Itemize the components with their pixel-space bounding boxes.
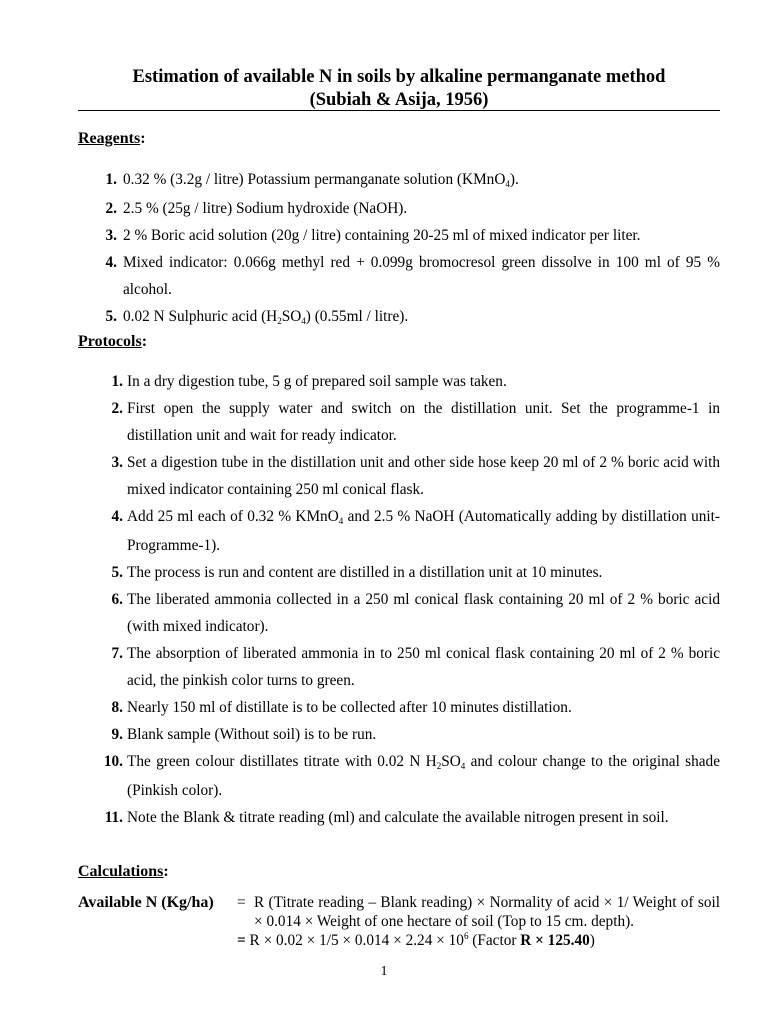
protocols-heading-text: Protocols [78,333,142,350]
list-item-text: 2.5 % (25g / litre) Sodium hydroxide (NaOH). [123,200,408,217]
list-item-text: 0.32 % (3.2g / litre) Potassium permanganate solution (KMnO [123,171,506,188]
list-item-number: 11. [104,809,123,826]
document-title [78,66,720,112]
subscript: 4 [338,516,344,526]
protocol-step [111,368,720,395]
list-item-text: 0.02 N Sulphuric acid (H [123,308,278,325]
page-number: 1 [380,964,388,979]
protocol-step [111,640,720,694]
reagents-heading: Reagents: [78,130,146,147]
reagent-item [105,222,720,249]
formula-line-2-part-c: ) [589,932,595,949]
list-item-number: 8. [111,699,123,716]
subscript: 2 [277,316,282,326]
list-item-number: 3. [111,454,123,471]
list-item-number: 6. [111,591,123,608]
title-line-2: (Subiah & Asija, 1956) [309,90,489,110]
list-item-number: 1. [111,373,123,390]
list-item-text: Blank sample (Without soil) is to be run. [127,726,377,743]
list-item-number: 3. [105,227,117,244]
protocols-list [103,368,720,831]
reagents-list [105,166,720,332]
title-underline [78,110,720,111]
protocol-step [103,748,720,804]
list-item-text: SO [441,753,461,770]
list-item-text: The absorption of liberated ammonia in to 250 ml conical flask containing 20 ml of 2 % boric acid, the pinkish color turns to green. [127,645,720,689]
list-item-text: First open the supply water and switch on the distillation unit. Set the programme-1 in distillation unit and wait for ready indicator. [127,400,720,444]
calculation-label: Available N (Kg/ha) [78,894,214,911]
list-item-text: The process is run and content are distilled in a distillation unit at 10 minutes. [127,564,603,581]
protocol-step [111,559,720,586]
list-item-number: 2. [111,400,123,417]
formula-factor: R × 125.40 [520,932,590,949]
calculation-equals-2: = [237,932,246,949]
calculation-formula-line-2 [237,931,595,952]
subscript: 2 [436,761,442,771]
protocol-step [111,395,720,449]
protocol-step [104,804,720,831]
reagent-item [105,166,720,195]
reagent-item [105,195,720,222]
list-item-number: 5. [111,564,123,581]
list-item-number: 4. [111,508,123,525]
formula-line-2-part-a: R × 0.02 × 1/5 × 0.014 × 2.24 × 10 [245,932,464,949]
list-item-text: and 2.5 % NaOH (Automatically adding by distillation unit-Programme-1). [127,508,720,554]
subscript: 4 [301,316,306,326]
list-item-text: Mixed indicator: 0.066g methyl red + 0.099g bromocresol green dissolve in 100 ml of 95 % alcohol. [123,254,720,298]
list-item-text: The green colour distillates titrate with 0.02 N H [127,753,437,770]
list-item-number: 2. [105,200,117,217]
reagent-item [105,249,720,303]
reagents-heading-text: Reagents [78,130,141,147]
list-item-text: Add 25 ml each of 0.32 % KMnO [127,508,339,525]
list-item-text: and colour change to the original shade (Pinkish color). [127,753,720,799]
list-item-text: 2 % Boric acid solution (20g / litre) containing 20-25 ml of mixed indicator per liter. [123,227,641,244]
list-item-number: 5. [105,308,117,325]
calculations-heading-text: Calculations [78,863,164,880]
list-item-text: ). [509,171,519,188]
protocol-step [111,503,720,559]
list-item-number: 7. [111,645,123,662]
list-item-text: In a dry digestion tube, 5 g of prepared soil sample was taken. [127,373,507,390]
list-item-number: 1. [105,171,117,188]
list-item-text: The liberated ammonia collected in a 250 ml conical flask containing 20 ml of 2 % boric acid (with mixed indicator). [127,591,720,635]
formula-exponent: 6 [463,931,469,941]
protocol-step [111,449,720,503]
protocol-step [111,721,720,748]
subscript: 4 [460,761,466,771]
reagent-item [105,303,720,332]
formula-line-2-part-b: (Factor [468,932,521,949]
protocol-step [111,694,720,721]
list-item-text: ) (0.55ml / litre). [305,308,409,325]
list-item-number: 10. [103,753,123,770]
calculation-equals-1: = [237,894,246,911]
calculations-heading: Calculations: [78,863,169,880]
list-item-text: Note the Blank & titrate reading (ml) and calculate the available nitrogen present in soil. [127,809,669,826]
list-item-number: 9. [111,726,123,743]
subscript: 4 [505,179,510,189]
list-item-text: Nearly 150 ml of distillate is to be collected after 10 minutes distillation. [127,699,572,716]
calculation-formula-line-1: R (Titrate reading – Blank reading) × Normality of acid × 1/ Weight of soil × 0.014 × Weight of one hectare of soil (Top to 15 cm. depth). [254,894,720,930]
protocols-heading: Protocols: [78,333,148,350]
protocol-step [111,586,720,640]
title-line-1: Estimation of available N in soils by alkaline permanganate method [132,67,666,87]
list-item-text: Set a digestion tube in the distillation unit and other side hose keep 20 ml of 2 % boric acid with mixed indicator containing 250 ml conical flask. [127,454,720,498]
list-item-number: 4. [105,254,117,271]
list-item-text: SO [281,308,302,325]
